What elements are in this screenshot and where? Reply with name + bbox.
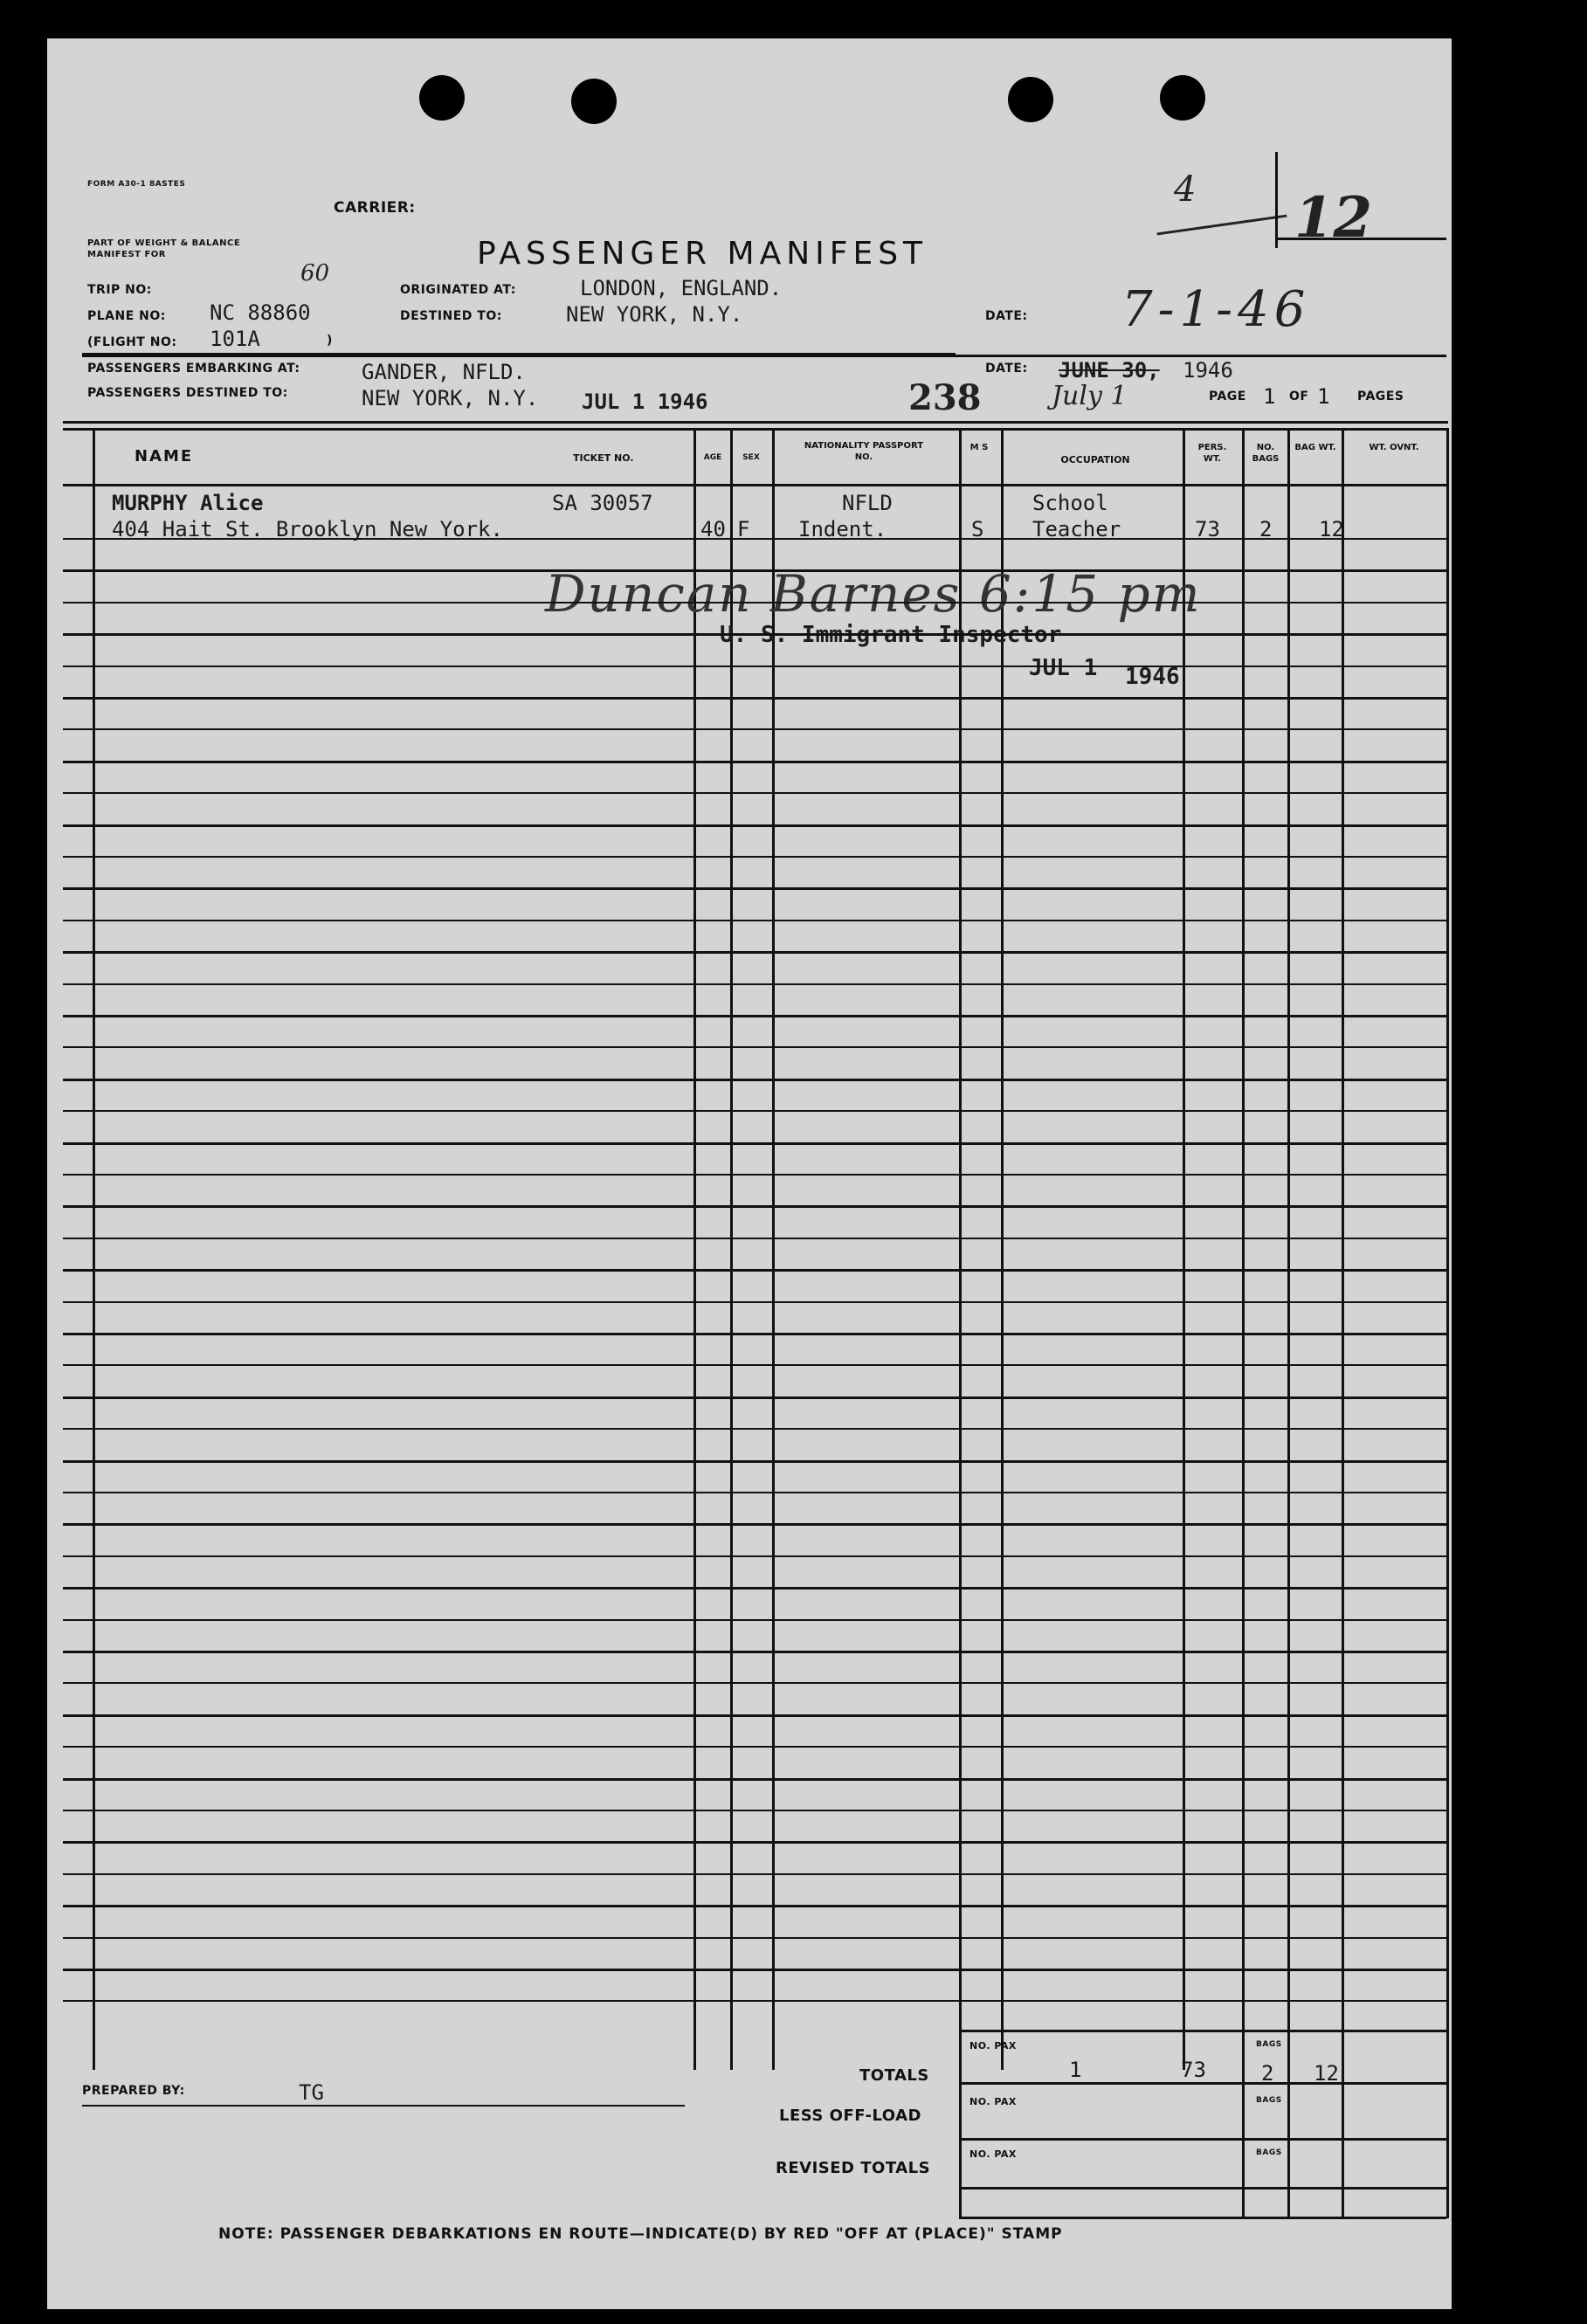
row-rule (63, 1079, 1448, 1081)
row-rule (63, 538, 1448, 540)
column-rule (693, 428, 696, 2070)
table-top (63, 428, 1448, 431)
row-rule (63, 1937, 1448, 1939)
totals-rule (959, 2187, 1446, 2190)
col-no-bags: NO. BAGS (1252, 443, 1280, 464)
row-rule (63, 1714, 1448, 1717)
passenger-address: 404 Hait St. Brooklyn New York. (112, 517, 503, 541)
row-rule (63, 887, 1448, 890)
row-rule (63, 1587, 1448, 1590)
originated-label: ORIGINATED AT: (400, 283, 516, 297)
of-label: OF (1289, 390, 1309, 403)
passenger-nationality: NFLD (842, 491, 893, 515)
row-rule (63, 1555, 1448, 1557)
table-top (63, 421, 1448, 424)
row-rule (63, 1142, 1448, 1145)
flight-no-label: (FLIGHT NO: (87, 335, 177, 349)
row-rule (63, 856, 1448, 858)
dest-value: NEW YORK, N.Y. (362, 386, 539, 410)
date-label: DATE: (985, 309, 1028, 323)
form-id: FORM A30-1 8ASTES (87, 180, 186, 189)
passenger-passport: Indent. (798, 517, 887, 541)
totals-rule (959, 2217, 1446, 2219)
col-nationality: NATIONALITY PASSPORT NO. (804, 441, 924, 462)
header-rule (82, 355, 1446, 357)
binder-hole (571, 79, 617, 124)
totals-pax: 1 (1069, 2058, 1082, 2082)
destined-value: NEW YORK, N.Y. (566, 302, 743, 327)
passenger-pers-wt: 73 (1195, 517, 1220, 541)
col-pers-wt: PERS. WT. (1197, 443, 1227, 464)
bags-label: BAGS (1256, 2148, 1282, 2157)
totals-rule (959, 2082, 1446, 2085)
passenger-occupation: Teacher (1032, 517, 1121, 541)
inspector-stamp: U. S. Immigrant Inspector (720, 622, 1062, 648)
passenger-no-bags: 2 (1259, 517, 1273, 541)
row-rule (63, 1841, 1448, 1844)
column-rule (772, 428, 775, 2070)
trip-no-label: TRIP NO: (87, 283, 152, 297)
row-rule (63, 1873, 1448, 1875)
passenger-occupation: School (1032, 491, 1108, 515)
inspector-stamp-year: 1946 (1125, 664, 1180, 690)
passenger-sex: F (737, 517, 750, 541)
dest-stamp: JUL 1 1946 (582, 390, 708, 414)
date-value: 7-1-46 (1121, 281, 1311, 338)
col-age: AGE (703, 453, 722, 462)
revised-totals-label: REVISED TOTALS (776, 2159, 931, 2177)
page-value: 1 (1263, 384, 1276, 409)
carrier-label: CARRIER: (334, 199, 416, 217)
column-rule (1183, 428, 1185, 2070)
date2-year: 1946 (1183, 358, 1233, 383)
row-rule (63, 824, 1448, 827)
row-rule (63, 1046, 1448, 1048)
row-rule (63, 1301, 1448, 1303)
row-rule (63, 1110, 1448, 1112)
passenger-age: 40 (700, 517, 726, 541)
passenger-ms: S (971, 517, 984, 541)
footer-note: NOTE: PASSENGER DEBARKATIONS EN ROUTE—INDICATE(D) BY RED "OFF AT (PLACE)" STAMP (218, 2225, 1063, 2243)
row-rule (63, 1746, 1448, 1748)
prepared-by-value: TG (299, 2080, 324, 2105)
date2-label: DATE: (985, 362, 1028, 376)
binder-hole (1008, 77, 1053, 122)
row-rule (63, 1460, 1448, 1463)
table-head-bottom (63, 484, 1448, 486)
prepared-by-label: PREPARED BY: (82, 2084, 185, 2098)
row-rule (63, 1238, 1448, 1239)
row-rule (63, 1619, 1448, 1621)
row-rule (63, 1428, 1448, 1430)
plane-no-label: PLANE NO: (87, 309, 166, 323)
passenger-bag-wt: 12 (1319, 517, 1344, 541)
binder-hole (1160, 75, 1205, 121)
embarking-label: PASSENGERS EMBARKING AT: (87, 362, 300, 376)
row-rule (63, 728, 1448, 730)
row-rule (63, 1269, 1448, 1272)
page-title: PASSENGER MANIFEST (477, 236, 928, 272)
corner-fraction: 4 (1174, 169, 1197, 210)
row-rule (63, 2000, 1448, 2002)
of-value: 1 (1317, 384, 1330, 409)
row-rule (63, 1364, 1448, 1366)
totals-pers-wt: 73 (1181, 2058, 1206, 2082)
row-rule (63, 1682, 1448, 1684)
flight-no-close: ) (327, 334, 333, 348)
col-occupation: OCCUPATION (1060, 454, 1130, 465)
row-rule (63, 1778, 1448, 1781)
row-rule (63, 1015, 1448, 1017)
row-rule (63, 1205, 1448, 1208)
embarking-value: GANDER, NFLD. (362, 360, 526, 384)
col-wt-ovnt: WT. OVNT. (1369, 443, 1419, 452)
corner-underline (1157, 215, 1287, 236)
bags-label: BAGS (1256, 2040, 1282, 2049)
no-pax-label: NO. PAX (969, 2148, 1017, 2160)
less-offload-label: LESS OFF-LOAD (779, 2107, 921, 2125)
col-bag-wt: BAG WT. (1294, 443, 1336, 452)
totals-top (959, 2030, 1446, 2032)
pages-label: PAGES (1357, 390, 1404, 403)
row-rule (63, 983, 1448, 985)
row-rule (63, 633, 1448, 636)
col-name: NAME (135, 447, 194, 465)
passenger-ticket: SA 30057 (552, 491, 653, 515)
passenger-name: MURPHY Alice (112, 491, 264, 515)
flight-no-value: 101A (210, 327, 260, 351)
inspector-stamp-date: JUL 1 (1029, 655, 1098, 681)
code-238: 238 (908, 377, 982, 418)
row-rule (63, 1333, 1448, 1335)
totals-bags: 2 (1261, 2061, 1274, 2086)
page-label: PAGE (1209, 390, 1246, 403)
prepared-by-line (82, 2105, 685, 2107)
row-rule (63, 697, 1448, 700)
corner-divider (1275, 152, 1278, 248)
row-rule (63, 665, 1448, 667)
row-rule (63, 1810, 1448, 1811)
column-rule (1001, 428, 1004, 2070)
dest-label: PASSENGERS DESTINED TO: (87, 386, 288, 400)
column-rule (93, 428, 95, 2070)
col-sex: SEX (742, 453, 760, 462)
row-rule (63, 761, 1448, 763)
totals-bag-wt: 12 (1314, 2061, 1339, 2086)
plane-no-value: NC 88860 (210, 300, 311, 325)
date2-struck: JUNE 30, (1059, 358, 1160, 383)
binder-hole (419, 75, 465, 121)
row-rule (63, 602, 1448, 603)
part-of-label: PART OF WEIGHT & BALANCE MANIFEST FOR (87, 238, 241, 259)
row-rule (63, 569, 1448, 572)
inspector-signature: Duncan Barnes 6:15 pm (545, 564, 1202, 624)
originated-value: LONDON, ENGLAND. (580, 276, 783, 300)
row-rule (63, 1905, 1448, 1907)
row-rule (63, 920, 1448, 921)
no-pax-label: NO. PAX (969, 2040, 1017, 2052)
row-rule (63, 951, 1448, 954)
bags-label: BAGS (1256, 2096, 1282, 2105)
row-rule (63, 792, 1448, 794)
row-rule (63, 1492, 1448, 1493)
row-rule (63, 1523, 1448, 1526)
col-ms: M S (969, 443, 989, 452)
row-rule (63, 1396, 1448, 1399)
column-rule (730, 428, 733, 2070)
no-pax-label: NO. PAX (969, 2096, 1017, 2107)
totals-label: TOTALS (859, 2066, 929, 2085)
date2-hand: July 1 (1052, 381, 1128, 411)
row-rule (63, 1174, 1448, 1176)
manifest-sheet (47, 38, 1452, 2309)
trip-no-value: 60 (300, 260, 330, 286)
destined-label: DESTINED TO: (400, 309, 502, 323)
row-rule (63, 1651, 1448, 1653)
corner-number: 12 (1294, 185, 1373, 251)
totals-rule (959, 2138, 1446, 2141)
row-rule (63, 1969, 1448, 1971)
col-ticket: TICKET NO. (573, 452, 634, 464)
